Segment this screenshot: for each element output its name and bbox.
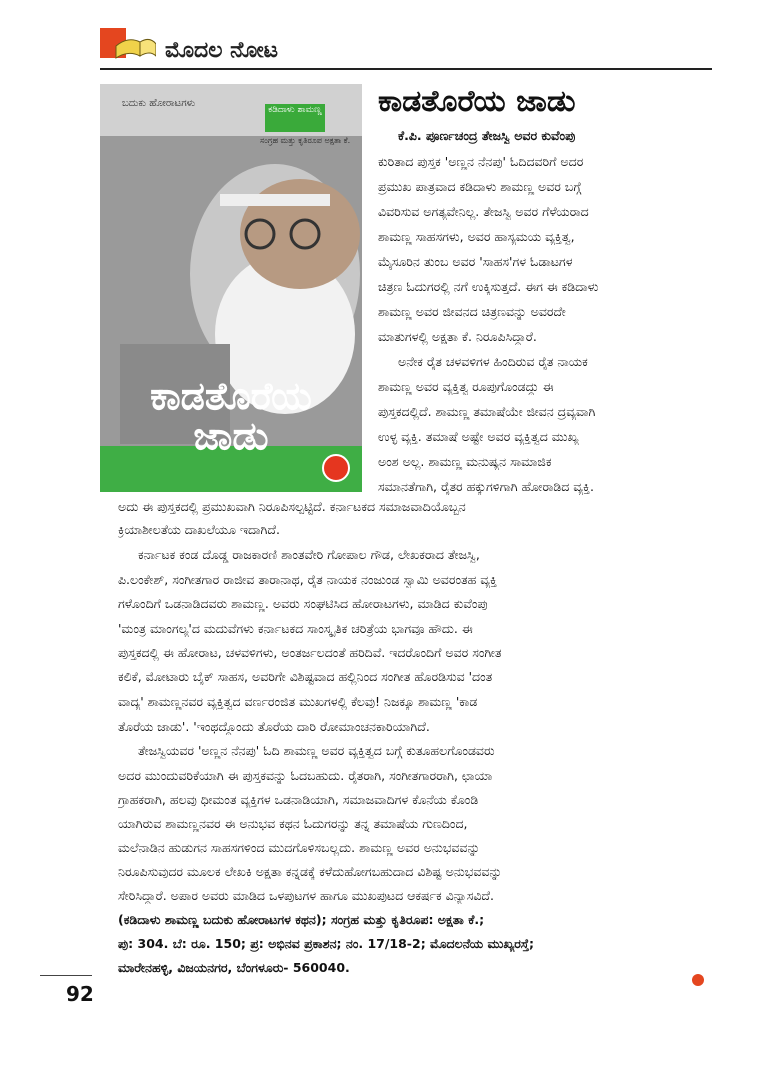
article-title: ಕಾಡತೊರೆಯ ಜಾಡು [378,84,576,119]
footer-divider [40,975,92,976]
body-line: ಅದರ ಮುಂದುವರಿಕೆಯಾಗಿ ಈ ಪುಸ್ತಕವನ್ನು ಓದಬಹುದು. ರೈತರಾಗಿ, ಸಂಗೀತಗಾರರಾಗಿ, ಛಾಯಾ [118,768,493,783]
publisher-logo-icon [322,454,350,482]
section-title: ಮೊದಲ ನೋಟ [165,38,279,63]
end-mark-icon [692,974,704,986]
cover-title-line1: ಕಾಡತೊರೆಯ [150,374,312,418]
cover-series-text: ಬದುಕು ಹೋರಾಟಗಳು [122,98,196,109]
body-line: ಅಂಶ ಅಲ್ಲ. ಶಾಮಣ್ಣ ಮನುಷ್ಯನ ಸಾಮಾಜಿಕ [378,454,552,469]
body-line: ಕ್ರಿಯಾಶೀಲತೆಯ ದಾಖಲೆಯೂ ಇದಾಗಿದೆ. [118,522,280,537]
body-line: ಶಾಮಣ್ಣ ಅವರ ವ್ಯಕ್ತಿತ್ವ ರೂಪುಗೊಂಡದ್ದು ಈ [378,379,554,394]
body-line: ಕೆ.ಪಿ. ಪೂರ್ಣಚಂದ್ರ ತೇಜಸ್ವಿ ಅವರ ಕುವೆಂಪು [398,128,576,143]
body-line: ಅನೇಕ ರೈತ ಚಳವಳಿಗಳ ಹಿಂದಿರುವ ರೈತ ನಾಯಕ [398,354,588,369]
body-line: 'ಮಂತ್ರ ಮಾಂಗಲ್ಯ'ದ ಮದುವೆಗಳು ಕರ್ನಾಟಕದ ಸಾಂಸ್ಕೃತಿಕ ಚರಿತ್ರೆಯ ಭಾಗವೂ ಹೌದು. ಈ [118,621,473,636]
body-line: ಮೈಸೂರಿನ ತುಂಬ ಅವರ 'ಸಾಹಸ'ಗಳ ಓಡಾಟಗಳ [378,254,573,269]
book-cover [100,84,362,492]
body-line: ಪಿ.ಲಂಕೇಶ್, ಸಂಗೀತಗಾರ ರಾಜೀವ ತಾರಾನಾಥ, ರೈತ ನಾಯಕ ನಂಜುಂಡ ಸ್ವಾಮಿ ಅವರಂತಹ ವ್ಯಕ್ತಿ [118,572,497,587]
body-line: ಯಾಗಿರುವ ಶಾಮಣ್ಣನವರ ಈ ಅನುಭವ ಕಥನ ಓದುಗರನ್ನು ತನ್ನ ತಮಾಷೆಯ ಗುಣದಿಂದ, [118,816,468,831]
body-line: ಕಲಿಕೆ, ಮೋಟಾರು ಬೈಕ್ ಸಾಹಸ, ಅವರಿಗೇ ವಿಶಿಷ್ಟವಾದ ಹಲ್ಲಿನಿಂದ ಸಂಗೀತ ಹೊರಡಿಸುವ 'ದಂತ [118,669,493,684]
body-line: ಕುರಿತಾದ ಪುಸ್ತಕ 'ಅಣ್ಣನ ನೆನಪು' ಓದಿದವರಿಗೆ ಅದರ [378,154,584,169]
body-line: ನಿರೂಪಿಸುವುದರ ಮೂಲಕ ಲೇಖಕಿ ಅಕ್ಷತಾ ಕನ್ನಡಕ್ಕೆ ಕಳೆದುಹೋಗಬಹುದಾದ ವಿಶಿಷ್ಟ ಅನುಭವವನ್ನು [118,864,502,879]
page-number: 92 [66,982,94,1006]
header-divider [100,68,712,70]
cover-editor-text: ಸಂಗ್ರಹ ಮತ್ತು ಕೃತಿರೂಪ ಅಕ್ಷತಾ ಕೆ. [260,136,351,145]
body-line: ತೇಜಸ್ವಿಯವರ 'ಅಣ್ಣನ ನೆನಪು' ಓದಿ ಶಾಮಣ್ಣ ಅವರ ವ್ಯಕ್ತಿತ್ವದ ಬಗ್ಗೆ ಕುತೂಹಲಗೊಂಡವರು [138,743,495,758]
body-line: ಸಮಾನತೆಗಾಗಿ, ರೈತರ ಹಕ್ಕುಗಳಿಗಾಗಿ ಹೋರಾಡಿದ ವ್ಯಕ್ತಿ. [378,479,594,494]
body-line: ಪ್ರಮುಖ ಪಾತ್ರವಾದ ಕಡಿದಾಳು ಶಾಮಣ್ಣ ಅವರ ಬಗ್ಗೆ [378,179,582,194]
open-book-icon [100,24,156,64]
body-line: ಶಾಮಣ್ಣ ಅವರ ಜೀವನದ ಚಿತ್ರಣವನ್ನು ಅವರದೇ [378,304,566,319]
body-line: ಮಲೆನಾಡಿನ ಹುಡುಗನ ಸಾಹಸಗಳಿಂದ ಮುದಗೊಳಿಸಬಲ್ಲದು. ಶಾಮಣ್ಣ ಅವರ ಅನುಭವವನ್ನು [118,840,481,855]
body-line: ಉಳ್ಳ ವ್ಯಕ್ತಿ. ತಮಾಷೆ ಅಷ್ಟೇ ಅವರ ವ್ಯಕ್ತಿತ್ವದ ಮುಖ್ಯ [378,429,579,444]
body-line: ಅದು ಈ ಪುಸ್ತಕದಲ್ಲಿ ಪ್ರಮುಖವಾಗಿ ನಿರೂಪಿಸಲ್ಪಟ್ಟಿದೆ. ಕರ್ನಾಟಕದ ಸಮಾಜವಾದಿಯೊಬ್ಬನ [118,499,466,514]
book-details-line: (ಕಡಿದಾಳು ಶಾಮಣ್ಣ ಬದುಕು ಹೋರಾಟಗಳ ಕಥನ); ಸಂಗ್ರಹ ಮತ್ತು ಕೃತಿರೂಪ: ಅಕ್ಷತಾ ಕೆ.; [118,912,485,927]
cover-title-line2: ಜಾಡು [193,414,269,458]
body-line: ಗಳೊಂದಿಗೆ ಒಡನಾಡಿದವರು ಶಾಮಣ್ಣ. ಅವರು ಸಂಘಟಿಸಿದ ಹೋರಾಟಗಳು, ಮಾಡಿದ ಕುವೆಂಪು [118,596,488,611]
body-line: ಚಿತ್ರಣ ಓದುಗರಲ್ಲಿ ನಗೆ ಉಕ್ಕಿಸುತ್ತದೆ. ಈಗ ಈ ಕಡಿದಾಳು [378,279,599,294]
body-line: ಸೇರಿಸಿದ್ದಾರೆ. ಅಪಾರ ಅವರು ಮಾಡಿದ ಒಳಪುಟಗಳ ಹಾಗೂ ಮುಖಪುಟದ ಆಕರ್ಷಕ ವಿನ್ಯಾಸವಿದೆ. [118,888,494,903]
body-line: ಕರ್ನಾಟಕ ಕಂಡ ದೊಡ್ಡ ರಾಜಕಾರಣಿ ಶಾಂತವೇರಿ ಗೋಪಾಲ ಗೌಡ, ಲೇಖಕರಾದ ತೇಜಸ್ವಿ, [138,547,480,562]
body-line: ಪುಸ್ತಕದಲ್ಲಿ ಈ ಹೋರಾಟ, ಚಳವಳಿಗಳು, ಅಂತರ್ಜಲದಂತೆ ಹರಿದಿವೆ. ಇದರೊಂದಿಗೆ ಅವರ ಸಂಗೀತ [118,645,502,660]
cover-author-label: ಕಡಿದಾಳು ಶಾಮಣ್ಣ [265,104,325,132]
body-line: ವಿವರಿಸುವ ಅಗತ್ಯವೇನಿಲ್ಲ. ತೇಜಸ್ವಿ ಅವರ ಗೆಳೆಯರಾದ [378,204,589,219]
book-details-line: ಮಾರೇನಹಳ್ಳಿ, ವಿಜಯನಗರ, ಬೆಂಗಳೂರು- 560040. [118,960,350,975]
body-line: ವಾದ್ಯ' ಶಾಮಣ್ಣನವರ ವ್ಯಕ್ತಿತ್ವದ ವರ್ಣರಂಜಿತ ಮುಖಗಳಲ್ಲಿ ಕೆಲವು! ನಿಜಕ್ಕೂ ಶಾಮಣ್ಣ 'ಕಾಡ [118,694,478,709]
body-line: ಮಾತುಗಳಲ್ಲಿ ಅಕ್ಷತಾ ಕೆ. ನಿರೂಪಿಸಿದ್ದಾರೆ. [378,329,537,344]
body-line: ಗ್ರಾಹಕರಾಗಿ, ಹಲವು ಧೀಮಂತ ವ್ಯಕ್ತಿಗಳ ಒಡನಾಡಿಯಾಗಿ, ಸಮಾಜವಾದಿಗಳ ಕೊನೆಯ ಕೊಂಡಿ [118,792,479,807]
body-line: ತೊರೆಯ ಜಾಡು'. 'ಇಂಥದ್ದೊಂದು ತೊರೆಯ ದಾರಿ ರೋಮಾಂಚನಕಾರಿಯಾಗಿದೆ. [118,719,430,734]
body-line: ಪುಸ್ತಕದಲ್ಲಿದೆ. ಶಾಮಣ್ಣ ತಮಾಷೆಯೇ ಜೀವನ ದ್ರವ್ಯವಾಗಿ [378,404,596,419]
book-details-line: ಪು: 304. ಬೆ: ರೂ. 150; ಪ್ರ: ಅಭಿನವ ಪ್ರಕಾಶನ; ನಂ. 17/18-2; ಮೊದಲನೆಯ ಮುಖ್ಯರಸ್ತೆ; [118,936,535,951]
body-line: ಶಾಮಣ್ಣ ಸಾಹಸಗಳು, ಅವರ ಹಾಸ್ಯಮಯ ವ್ಯಕ್ತಿತ್ವ, [378,229,575,244]
